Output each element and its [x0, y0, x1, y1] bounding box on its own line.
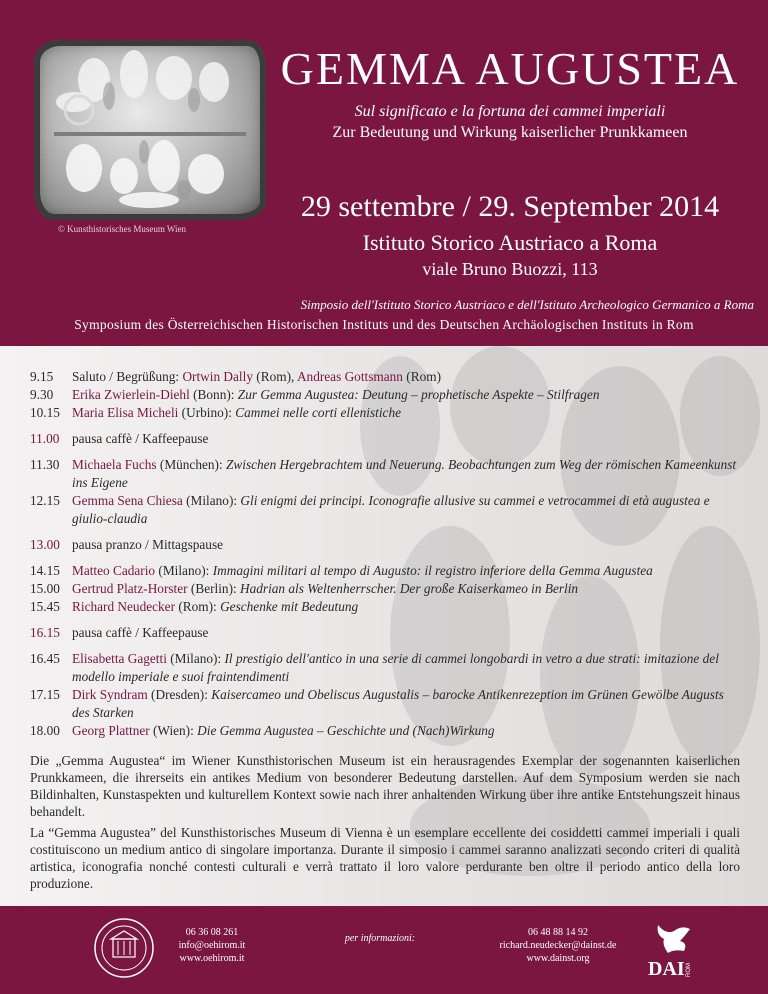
speaker-name: Ortwin Dally: [182, 369, 253, 384]
oehi-contact: [160, 926, 264, 965]
speaker-name: Dirk Syndram: [72, 687, 148, 702]
talk-title: Die Gemma Augustea – Geschichte und (Nach)Wirkung: [197, 723, 495, 738]
program-time: 9.15: [30, 369, 54, 384]
info-label: per informazioni:: [344, 933, 416, 944]
program-time: 11.30: [30, 457, 60, 472]
program-gap: [30, 448, 740, 456]
program-time: 15.00: [30, 581, 60, 596]
oehi-phone: 06 36 08 261: [185, 927, 239, 938]
program-text: pausa pranzo / Mittagspause: [72, 537, 224, 552]
program-list: [30, 368, 740, 740]
dai-website[interactable]: www.dainst.org: [526, 953, 590, 964]
program-break: [30, 624, 740, 642]
program-description: [72, 650, 740, 686]
symposium-line-german: Symposium des Österreichischen Historischen Instituts und des Deutschen Archäologischen Instituts in Rom: [74, 317, 694, 332]
footer-band: [0, 906, 768, 994]
subtitle-german: Zur Bedeutung und Wirkung kaiserlicher Prunkkameen: [332, 124, 688, 141]
talk-title: Immagini militari al tempo di Augusto: il registro inferiore della Gemma Augustea: [212, 563, 653, 578]
program-item: [30, 722, 740, 740]
program-description: [72, 368, 740, 386]
speaker-name: Maria Elisa Micheli: [72, 405, 179, 420]
program-section: [0, 346, 768, 906]
program-text: (Berlin):: [187, 581, 241, 596]
program-text: (München):: [156, 457, 226, 472]
program-description: [72, 386, 740, 404]
dai-logo-icon: [644, 919, 700, 981]
program-item: [30, 562, 740, 580]
program-gap: [30, 554, 740, 562]
event-address: viale Bruno Buozzi, 113: [422, 259, 598, 279]
program-description: [72, 536, 740, 554]
header-band: [0, 0, 768, 346]
program-description: [72, 404, 740, 422]
program-description: [72, 492, 740, 528]
program-break: [30, 536, 740, 554]
speaker-name: Andreas Gottsmann: [296, 369, 403, 384]
program-item: [30, 650, 740, 686]
program-time: 18.00: [30, 723, 60, 738]
program-description: [72, 624, 740, 642]
program-description: [72, 686, 740, 722]
speaker-name: Elisabetta Gagetti: [72, 651, 167, 666]
program-description: [72, 722, 740, 740]
subtitle-italian: Sul significato e la fortuna dei cammei imperiali: [354, 103, 666, 120]
program-time: 14.15: [30, 563, 60, 578]
program-time: 13.00: [30, 537, 60, 552]
program-item: [30, 368, 740, 386]
program-gap: [30, 528, 740, 536]
speaker-name: Matteo Cadario: [72, 563, 156, 578]
program-gap: [30, 422, 740, 430]
symposium-line-italian: Simposio dell'Istituto Storico Austriaco e dell'Istituto Archeologico Germanico a Roma: [300, 297, 754, 312]
event-venue: Istituto Storico Austriaco a Roma: [362, 230, 658, 255]
oehi-website[interactable]: www.oehirom.it: [179, 953, 245, 964]
program-time: 15.45: [30, 599, 60, 614]
dai-logo-text: DAI: [648, 958, 685, 980]
program-time: 16.15: [30, 625, 60, 640]
gemma-augustea-image: [34, 40, 266, 220]
program-item: [30, 386, 740, 404]
oehi-seal-icon: [93, 917, 155, 979]
program-time: 10.15: [30, 405, 60, 420]
program-text: (Bonn):: [189, 387, 238, 402]
dai-email[interactable]: richard.neudecker@dainst.de: [499, 940, 617, 951]
program-text: Saluto / Begrüßung:: [72, 369, 183, 384]
program-time: 16.45: [30, 651, 60, 666]
program-item: [30, 404, 740, 422]
talk-title: Zwischen Hergebrachtem und Neuerung. Beobachtungen zum Weg der römischen Kameenkunst ins Eigene: [72, 457, 737, 490]
talk-title: Zur Gemma Augustea: Deutung – prophetische Aspekte – Stilfragen: [237, 387, 600, 402]
dai-logo-side: ROM: [686, 963, 692, 977]
program-time: 9.30: [30, 387, 54, 402]
program-description: [72, 456, 740, 492]
speaker-name: Michaela Fuchs: [72, 457, 157, 472]
oehi-email[interactable]: info@oehirom.it: [178, 940, 246, 951]
program-time: 17.15: [30, 687, 60, 702]
program-item: [30, 598, 740, 616]
program-text: (Urbino):: [178, 405, 236, 420]
program-gap: [30, 616, 740, 624]
program-text: pausa caffè / Kaffeepause: [72, 431, 209, 446]
dai-phone: 06 48 88 14 92: [528, 927, 588, 938]
program-description: [72, 562, 740, 580]
program-description: [72, 430, 740, 448]
program-description: [72, 598, 740, 616]
program-gap: [30, 642, 740, 650]
speaker-name: Gemma Sena Chiesa: [72, 493, 183, 508]
talk-title: Il prestigio dell'antico in una serie di cammei longobardi in vetro a due strati: imitazione del modello imperiale e suoi fraintendimenti: [72, 651, 719, 684]
dai-contact: [478, 926, 638, 965]
description-german: Die „Gemma Augustea“ im Wiener Kunsthistorischen Museum ist ein herausragendes Exemplar der sogenannten kaiserlichen Prunkkameen, die ihrerseits ein antikes Medium von besonderer Bedeutung darstellen. Auf dem Symposium werden sie nach Bildinhalten, Kunstaspekten und kulturellem Kontext sowie nach ihrer anhaltenden Wirkung über ihre antike Entstehungszeit hinaus behandelt.: [30, 753, 740, 819]
program-time: 11.00: [30, 431, 60, 446]
speaker-name: Richard Neudecker: [72, 599, 175, 614]
program-description: [72, 580, 740, 598]
talk-title: Kaisercameo und Obeliscus Augustalis – barocke Antikenrezeption im Grünen Gewölbe Augusts des Starken: [72, 687, 724, 720]
program-break: [30, 430, 740, 448]
program-time: 12.15: [30, 493, 60, 508]
program-text: (Milano):: [155, 563, 213, 578]
speaker-name: Erika Zwierlein-Diehl: [72, 387, 190, 402]
image-credit: © Kunsthistorisches Museum Wien: [58, 224, 187, 234]
event-date: 29 settembre / 29. September 2014: [300, 190, 720, 223]
program-text: (Dresden):: [147, 687, 212, 702]
talk-title: Gli enigmi dei principi. Iconografie allusive su cammei e vetrocammei di età augustea e giulio-claudia: [72, 493, 710, 526]
program-text: (Rom),: [252, 369, 297, 384]
program-text: pausa caffè / Kaffeepause: [72, 625, 209, 640]
talk-title: Cammei nelle corti ellenistiche: [235, 405, 402, 420]
description-italian: La “Gemma Augustea” del Kunsthistorisches Museum di Vienna è un esemplare eccellente dei cosiddetti cammei imperiali i quali costituiscono un medium antico di singolare importanza. Durante il simposio i cammei saranno analizzati secondo criteri di qualità artistica, iconografia nonché contesti culturali e verrà trattato il loro valore perdurante ben oltre il periodo antico della loro produzione.: [30, 825, 740, 891]
speaker-name: Gertrud Platz-Horster: [72, 581, 188, 596]
speaker-name: Georg Plattner: [72, 723, 150, 738]
program-item: [30, 492, 740, 528]
talk-title: Hadrian als Weltenherrscher. Der große Kaiserkameo in Berlin: [240, 581, 579, 596]
talk-title: Geschenke mit Bedeutung: [220, 599, 359, 614]
program-item: [30, 686, 740, 722]
program-text: (Milano):: [166, 651, 225, 666]
program-text: (Wien):: [149, 723, 198, 738]
program-text: (Rom):: [175, 599, 221, 614]
program-text: (Rom): [402, 369, 441, 384]
program-item: [30, 456, 740, 492]
program-item: [30, 580, 740, 598]
poster-title: GEMMA AUGUSTEA: [280, 43, 740, 94]
program-text: (Milano):: [182, 493, 241, 508]
